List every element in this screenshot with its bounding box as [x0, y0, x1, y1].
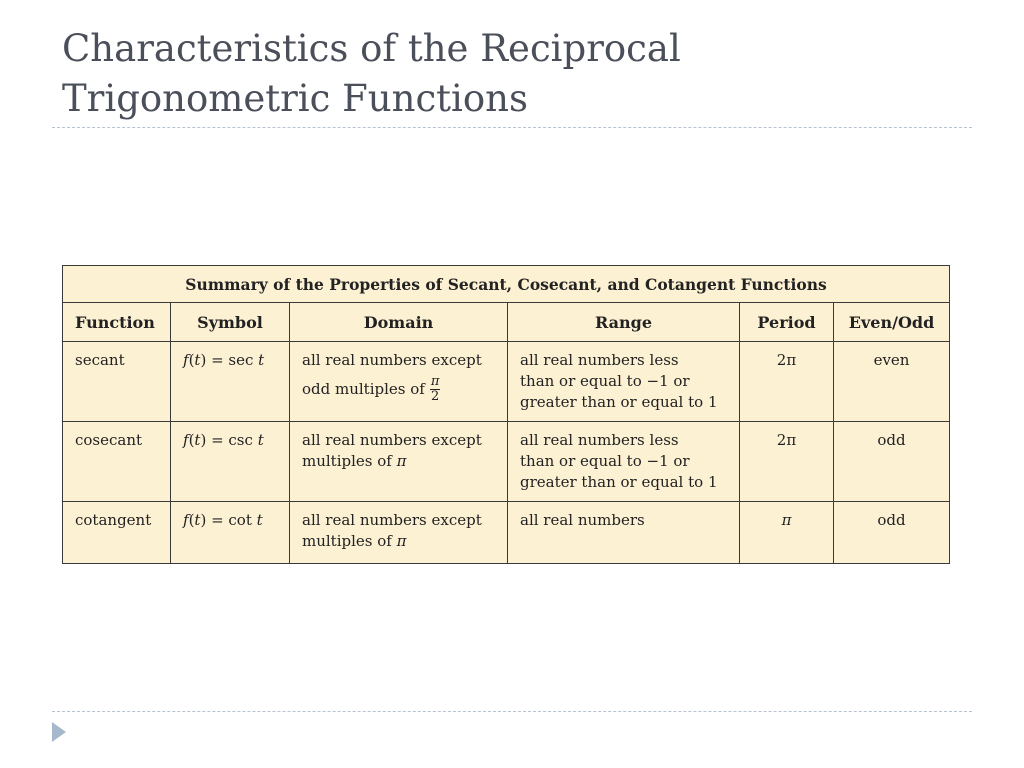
cell-even-odd: odd	[834, 502, 950, 564]
triangle-bullet-icon	[52, 722, 66, 742]
header-period: Period	[740, 303, 834, 342]
cell-period: 2π	[740, 342, 834, 422]
range-line-1: all real numbers less	[520, 351, 679, 369]
cell-domain	[290, 342, 508, 422]
slide-title-line-1: Characteristics of the Reciprocal	[62, 27, 681, 70]
range-line-2: than or equal to −1 or	[520, 452, 690, 470]
table-row	[63, 422, 950, 502]
domain-line-1: all real numbers except	[302, 351, 482, 369]
domain-line-2: multiples of	[302, 452, 392, 470]
slide-title-line-2: Trigonometric Functions	[62, 77, 528, 120]
symbol-expression: ) = csc	[200, 431, 258, 449]
cell-function: secant	[63, 342, 171, 422]
table-caption: Summary of the Properties of Secant, Cosecant, and Cotangent Functions	[63, 266, 950, 303]
cell-symbol: f(t) = cot t	[171, 502, 290, 564]
symbol-f: f	[183, 431, 189, 449]
header-range: Range	[508, 303, 740, 342]
cell-range	[508, 422, 740, 502]
symbol-t: t	[194, 351, 201, 369]
symbol-t: t	[194, 511, 201, 529]
cell-even-odd: even	[834, 342, 950, 422]
header-domain: Domain	[290, 303, 508, 342]
symbol-t-arg: t	[256, 511, 263, 529]
bottom-divider	[52, 711, 972, 712]
header-symbol: Symbol	[171, 303, 290, 342]
slide-title	[62, 24, 962, 124]
domain-line-1: all real numbers except	[302, 431, 482, 449]
symbol-f: f	[183, 511, 189, 529]
domain-line-2: multiples of	[302, 532, 392, 550]
pi-over-two-fraction	[430, 375, 441, 404]
top-divider	[52, 127, 972, 128]
table-header-row	[63, 303, 950, 342]
properties-table	[62, 265, 950, 564]
table-row	[63, 502, 950, 564]
domain-line-2: odd multiples of	[302, 380, 425, 398]
range-line-2: than or equal to −1 or	[520, 372, 690, 390]
range-line-1: all real numbers	[520, 511, 645, 529]
cell-domain	[290, 502, 508, 564]
pi-symbol: π	[396, 452, 407, 470]
header-even-odd: Even/Odd	[834, 303, 950, 342]
cell-function: cotangent	[63, 502, 171, 564]
range-line-3: greater than or equal to 1	[520, 393, 718, 411]
symbol-t-arg: t	[257, 431, 264, 449]
symbol-t: t	[194, 431, 201, 449]
fraction-denominator: 2	[430, 389, 440, 404]
cell-symbol: f(t) = csc t	[171, 422, 290, 502]
cell-range	[508, 502, 740, 564]
cell-even-odd: odd	[834, 422, 950, 502]
range-line-3: greater than or equal to 1	[520, 473, 718, 491]
pi-symbol: π	[396, 532, 407, 550]
symbol-t-arg: t	[258, 351, 265, 369]
cell-symbol: f(t) = sec t	[171, 342, 290, 422]
cell-function: cosecant	[63, 422, 171, 502]
cell-period: 2π	[740, 422, 834, 502]
range-line-1: all real numbers less	[520, 431, 679, 449]
header-function: Function	[63, 303, 171, 342]
symbol-f: f	[183, 351, 189, 369]
fraction-numerator: π	[430, 374, 440, 389]
table-row	[63, 342, 950, 422]
cell-range	[508, 342, 740, 422]
cell-domain	[290, 422, 508, 502]
cell-period: π	[740, 502, 834, 564]
table-caption-row	[63, 266, 950, 303]
symbol-expression: ) = cot	[200, 511, 257, 529]
symbol-expression: ) = sec	[200, 351, 259, 369]
domain-line-1: all real numbers except	[302, 511, 482, 529]
